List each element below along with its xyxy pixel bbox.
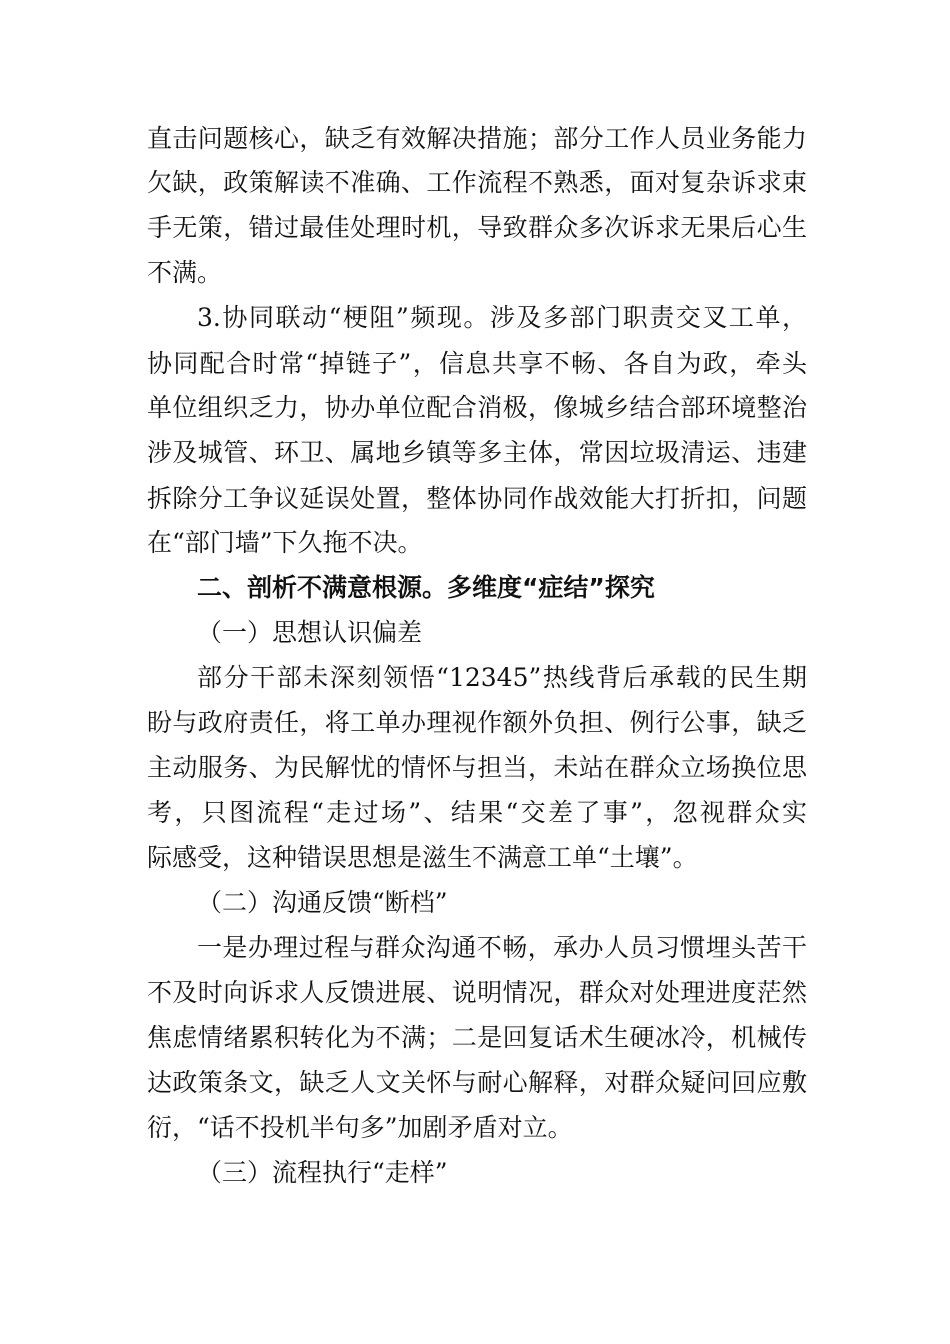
subsection-heading: （二）沟通反馈“断档” — [197, 888, 448, 917]
paragraph-line: 焦虑情绪累积转化为不满；二是回复话术生硬冰冷，机械传 — [147, 1023, 807, 1052]
paragraph-line: 一是办理过程与群众沟通不畅，承办人员习惯埋头苦干 — [197, 933, 807, 962]
paragraph-line: 欠缺，政策解读不准确、工作流程不熟悉，面对复杂诉求束 — [147, 168, 807, 197]
paragraph-line: 在“部门墙”下久拖不决。 — [147, 528, 423, 557]
paragraph-line: 协同配合时常“掉链子”，信息共享不畅、各自为政，牵头 — [147, 349, 807, 378]
section-heading: 二、剖析不满意根源。多维度“症结”探究 — [197, 573, 655, 602]
paragraph-line: 手无策，错过最佳处理时机，导致群众多次诉求无果后心生 — [147, 213, 807, 242]
paragraph-line: 直击问题核心，缺乏有效解决措施；部分工作人员业务能力 — [147, 124, 807, 153]
paragraph-line: 盼与政府责任，将工单办理视作额外负担、例行公事，缺乏 — [147, 708, 807, 737]
paragraph-line: 涉及城管、环卫、属地乡镇等多主体，常因垃圾清运、违建 — [147, 438, 807, 467]
paragraph-line: 考，只图流程“走过场”、结果“交差了事”，忽视群众实 — [147, 798, 807, 827]
subsection-heading: （一）思想认识偏差 — [197, 618, 423, 647]
paragraph-line: 不满。 — [147, 258, 223, 287]
paragraph-line: 3.协同联动“梗阻”频现。涉及多部门职责交叉工单， — [197, 303, 807, 332]
paragraph-line: 主动服务、为民解忧的情怀与担当，未站在群众立场换位思 — [147, 753, 807, 782]
paragraph-line: 单位组织乏力，协办单位配合消极，像城乡结合部环境整治 — [147, 393, 807, 422]
subsection-heading: （三）流程执行“走样” — [197, 1158, 448, 1187]
paragraph-line: 达政策条文，缺乏人文关怀与耐心解释，对群众疑问回应敷 — [147, 1068, 807, 1097]
paragraph-line: 拆除分工争议延误处置，整体协同作战效能大打折扣，问题 — [147, 484, 807, 513]
paragraph-line: 部分干部未深刻领悟“12345”热线背后承载的民生期 — [197, 663, 807, 692]
paragraph-line: 衍，“话不投机半句多”加剧矛盾对立。 — [147, 1113, 573, 1142]
paragraph-line: 不及时向诉求人反馈进展、说明情况，群众对处理进度茫然 — [147, 978, 807, 1007]
paragraph-line: 际感受，这种错误思想是滋生不满意工单“土壤”。 — [147, 843, 698, 872]
